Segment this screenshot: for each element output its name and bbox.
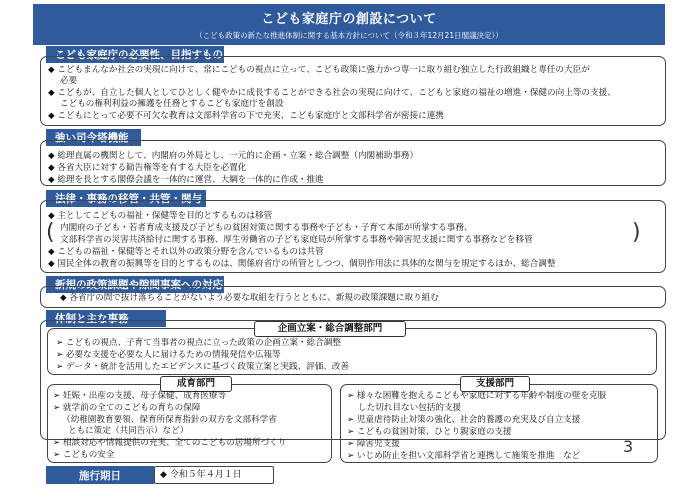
page-number: 3 (623, 437, 634, 456)
transfer-line-1: ◆ 主としてこどもの福祉・保健等を目的とするものは移管 (48, 211, 273, 221)
support-line-5: ➢ 障害児支援 (347, 439, 400, 449)
transfer-line-2: 内閣府の子ども・若者育成支援及び子どもの貧困対策に関する事務や子ども・子育て本部が所掌する事務、 (60, 223, 473, 233)
necessity-line-4: こどもの権利利益の擁護を任務とするこども家庭庁を創設 (60, 99, 284, 109)
planning-line-3: ➢ データ・統計を活用したエビデンスに基づく政策立案と実践、評価、改善 (56, 362, 350, 372)
growth-line-4: ともに策定（共同告示）など） (68, 426, 189, 436)
left-bracket: ( (46, 220, 55, 245)
command-line-3: ◆ 総理を長とする閣僚会議を一体的に運営、大綱を一体的に作成・推進 (48, 175, 324, 185)
support-line-4: ➢ こどもの貧困対策、ひとり親家庭の支援 (347, 427, 512, 437)
necessity-line-5: ◆ こどもにとって必要不可欠な教育は文部科学省の下で充実、こども家庭庁と文部科学省が密接に連携 (48, 111, 444, 121)
section-heading-command: 強い司令塔機能 (46, 129, 141, 146)
support-line-3: ➢ 児童虐待防止対策の強化、社会的養護の充実及び自立支援 (347, 415, 581, 425)
title-banner (33, 4, 665, 45)
section-heading-structure: 体制と主な事務 (46, 310, 166, 327)
section-heading-necessity: こども家庭庁の必要性、目指すもの (46, 46, 224, 63)
growth-line-6: ➢ こどもの安全 (53, 450, 115, 460)
growth-line-1: ➢ 妊娠・出産の支援、母子保健、成育医療等 (53, 391, 227, 401)
new-issues-line-1: ◆ 各省庁の間で抜け落ちることがないよう必要な取組を行うとともに、新規の政策課題に取り組む (60, 293, 439, 303)
effective-date-value: ◆ 令和５年４月１日 (160, 470, 242, 480)
necessity-line-2: 必要 (60, 76, 78, 86)
section-heading-new-issues: 新規の政策課題や隙間事案への対応 (46, 276, 224, 293)
support-line-2: した切れ目ない包括的支援 (358, 403, 462, 413)
transfer-line-5: ◆ 国民全体の教育の振興等を目的とするものは、関係府省庁の所管としつつ、個別作用法に具体的な関与を規定するほか、総合調整 (48, 259, 556, 269)
necessity-line-1: ◆ こどもまんなか社会の実現に向けて、常にこどもの視点に立って、こども政策に強力かつ専一に取り組む独立した行政組織と専任の大臣が (48, 65, 590, 75)
growth-line-3: （幼稚園教育要領、保育所保育指針の双方を文部科学省 (62, 415, 277, 425)
growth-division-label: 成育部門 (160, 376, 232, 392)
planning-line-1: ➢ こどもの視点、子育て当事者の視点に立った政策の企画立案・総合調整 (56, 338, 341, 348)
page-subtitle: （こども政策の新たな推進体制に関する基本方針について（令和３年12月21日閣議決定）） (195, 31, 503, 40)
planning-line-2: ➢ 必要な支援を必要な人に届けるための情報発信や広報等 (56, 350, 281, 360)
necessity-line-3: ◆ こどもが、自立した個人としてひとしく健やかに成長することができる社会の実現に向けて、こどもと家庭の福祉の増進・保健の向上等の支援、 (48, 88, 616, 98)
transfer-line-3: 文部科学省の災害共済給付に関する事務、厚生労働省の子ども家庭局が所掌する事務や障害児支援に関する事務などを移管 (60, 235, 533, 245)
command-line-1: ◆ 総理直属の機関として、内閣府の外局とし、一元的に企画・立案・総合調整（内閣補助事務） (48, 151, 419, 161)
right-bracket: ) (632, 220, 641, 245)
planning-division-label: 企画立案・総合調整部門 (254, 321, 406, 337)
support-line-1: ➢ 様々な困難を抱えるこどもや家庭に対する年齢や制度の壁を克服 (347, 391, 607, 401)
support-division-label: 支援部門 (460, 376, 530, 392)
support-line-6: ➢ いじめ防止を担い文部科学省と連携して施策を推進 など (347, 451, 581, 461)
growth-line-2: ➢ 就学前の全てのこどもの育ちの保障 (53, 403, 201, 413)
growth-line-5: ➢ 相談対応や情報提供の充実、全てのこどもの居場所づくり (53, 438, 287, 448)
transfer-line-4: ◆ こどもの福祉・保健等とそれ以外の政策分野を含んでいるものは共管 (48, 247, 324, 257)
effective-date-label: 施行期日 (46, 466, 154, 484)
section-heading-transfer: 法律・事務の移管・共管・関与 (46, 190, 206, 207)
command-line-2: ◆ 各省大臣に対する勧告権等を有する大臣を必置化 (48, 163, 247, 173)
page-title: こども家庭庁の創設について (261, 12, 437, 27)
